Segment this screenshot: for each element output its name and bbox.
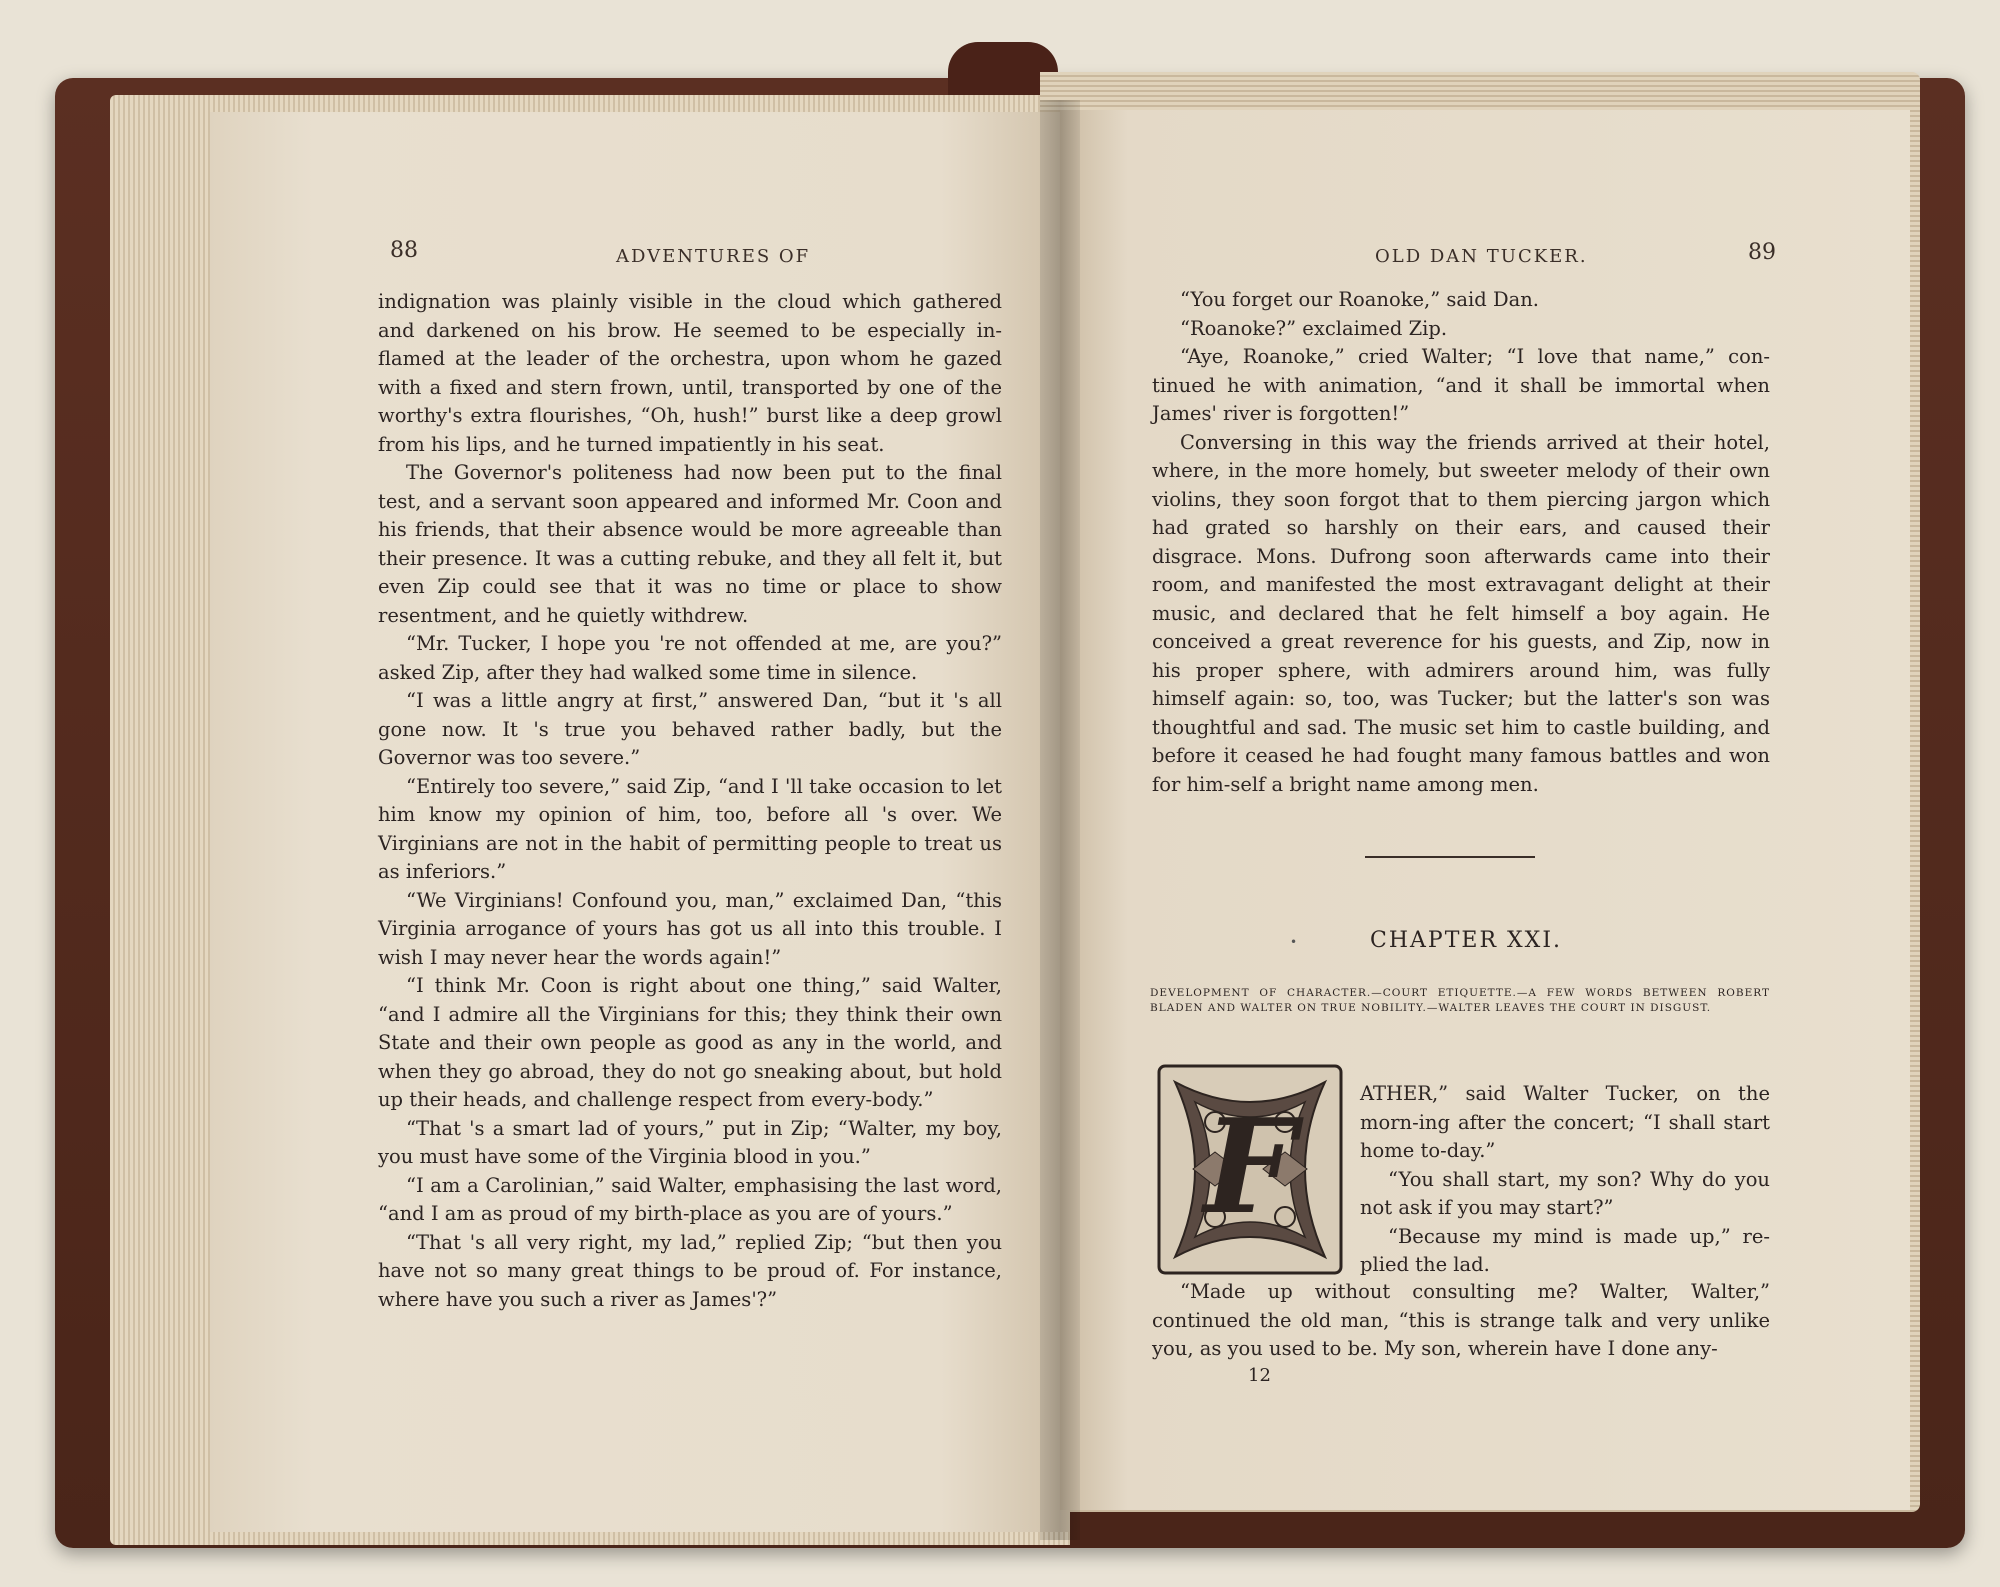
- paragraph: “Aye, Roanoke,” cried Walter; “I love that name,” con-tinued he with animation, “and it shall be immortal when James' river is forgotten!”: [1152, 345, 1770, 425]
- paragraph: “We Virginians! Confound you, man,” exclaimed Dan, “this Virginia arrogance of yours has got us all into this trouble. I wish I may never hear the words again!”: [378, 888, 1002, 969]
- right-page-body: [1152, 286, 1770, 799]
- ornament-dot: •: [1290, 935, 1298, 949]
- drop-cap-ornament-icon: [1155, 1062, 1345, 1277]
- left-page-body: [378, 288, 1002, 1314]
- paragraph: “I was a little angry at first,” answered Dan, “but it 's all gone now. It 's true you behaved rather badly, but the Governor was too severe.”: [378, 689, 1002, 769]
- chapter-title: CHAPTER XXI.: [1370, 928, 1563, 953]
- paragraph: Conversing in this way the friends arrived at their hotel, where, in the more homely, but sweeter melody of their own violins, they soon forgot that to them piercing jargon which had grated so harshly on their ears, and caused their disgrace. Mons. Dufrong soon afterwards came into their room, and manifested the most extravagant delight at their music, and declared that he felt himself a boy again. He conceived a great reverence for his guests, and Zip, now in his proper sphere, with admirers around him, was fully himself again: so, too, was Tucker; but the latter's son was thoughtful and sad. The music set him to castle building, and before it ceased he had fought many famous battles and won for him-self a bright name among men.: [1152, 430, 1770, 796]
- chapter-opening-text: [1360, 1080, 1770, 1280]
- paragraph: “Entirely too severe,” said Zip, “and I 'll take occasion to let him know my opinion of him, too, before all 's over. We Virginians are not in the habit of permitting people to treat us as inferiors.”: [378, 774, 1002, 883]
- paragraph: “Because my mind is made up,” re-plied the lad.: [1360, 1224, 1770, 1276]
- paragraph: “I am a Carolinian,” said Walter, emphasising the last word, “and I am as proud of my birth-place as you are of yours.”: [378, 1173, 1002, 1225]
- section-divider: [1365, 856, 1535, 858]
- chapter-continued-text: [1152, 1278, 1770, 1364]
- paragraph: The Governor's politeness had now been put to the final test, and a servant soon appeared and informed Mr. Coon and his friends, that their absence would be more agreeable than their presence. It was a cutting rebuke, and they all felt it, but even Zip could see that it was no time or place to show resentment, and he quietly withdrew.: [378, 461, 1002, 627]
- paragraph: “Roanoke?” exclaimed Zip.: [1180, 316, 1448, 340]
- signature-mark: 12: [1248, 1365, 1271, 1386]
- gutter-shadow: [1040, 100, 1080, 1540]
- paragraph: “That 's a smart lad of yours,” put in Zip; “Walter, my boy, you must have some of the Virginia blood in you.”: [378, 1116, 1002, 1168]
- drop-cap-letter: F: [1203, 1090, 1297, 1243]
- chapter-synopsis: DEVELOPMENT OF CHARACTER.—COURT ETIQUETTE.—A FEW WORDS BETWEEN ROBERT BLADEN AND WALTER ON TRUE NOBILITY.—WALTER LEAVES THE COURT IN DISGUST.: [1150, 987, 1770, 1014]
- right-running-head: OLD DAN TUCKER.: [1375, 246, 1588, 267]
- paragraph: ATHER,” said Walter Tucker, on the morn-ing after the concert; “I shall start home to-day.”: [1360, 1082, 1770, 1162]
- paragraph: “That 's all very right, my lad,” replied Zip; “but then you have not so many great things to be proud of. For instance, where have you such a river as James'?”: [378, 1230, 1002, 1311]
- right-page-number: 89: [1748, 240, 1776, 265]
- left-page-number: 88: [390, 238, 418, 263]
- paragraph: “Mr. Tucker, I hope you 're not offended at me, are you?” asked Zip, after they had walked some time in silence.: [378, 632, 1002, 684]
- left-running-head: ADVENTURES OF: [616, 246, 811, 267]
- paragraph: “You forget our Roanoke,” said Dan.: [1180, 288, 1539, 311]
- paragraph: “You shall start, my son? Why do you not ask if you may start?”: [1360, 1167, 1770, 1219]
- paragraph: “I think Mr. Coon is right about one thing,” said Walter, “and I admire all the Virginians for this; they think their own State and their own people as good as any in the world, and when they go abroad, they do not go sneaking about, but hold up their heads, and challenge respect from every-body.”: [378, 974, 1002, 1111]
- drop-cap-ornament: [1155, 1062, 1345, 1277]
- paragraph: indignation was plainly visible in the cloud which gathered and darkened on his brow. He seemed to be especially in-flamed at the leader of the orchestra, upon whom he gazed with a fixed and stern frown, until, transported by one of the worthy's extra flourishes, “Oh, hush!” burst like a deep growl from his lips, and he turned impatiently in his seat.: [378, 290, 1002, 456]
- paragraph: “Made up without consulting me? Walter, Walter,” continued the old man, “this is strange talk and very unlike you, as you used to be. My son, wherein have I done any-: [1152, 1280, 1770, 1360]
